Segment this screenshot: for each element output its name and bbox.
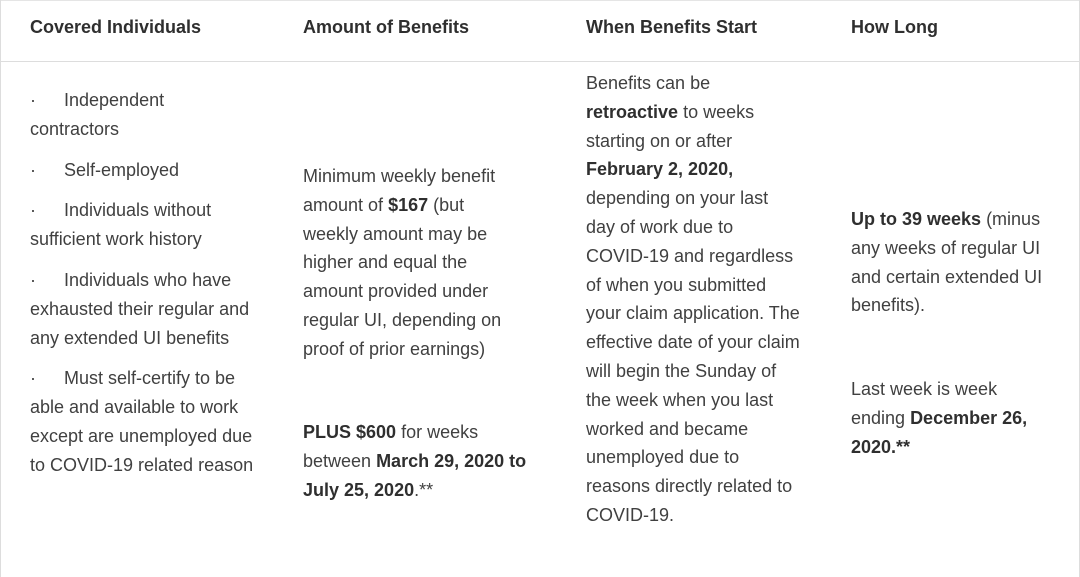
- text-span: Minimum weekly benefit amount of: [303, 166, 496, 215]
- list-item: [30, 86, 255, 144]
- text-span: (minus any weeks of regular UI and certain extended UI benefits).: [851, 209, 1043, 316]
- list-item: [30, 266, 255, 352]
- list-item: [30, 364, 255, 479]
- table-header-row: [1, 0, 1079, 62]
- text-span: Benefits can be: [586, 73, 711, 93]
- how-long-cell: [851, 205, 1061, 320]
- text-span: .**: [414, 479, 434, 500]
- date-range: March 29, 2020 to July 25, 2020: [303, 450, 527, 500]
- list-item-text: Must self-certify to be able and available to work except are unemployed due to COVID-19 related reason: [30, 368, 254, 475]
- plus-600-paragraph: [303, 418, 528, 504]
- duration-paragraph: [851, 205, 1061, 320]
- header-how-long: How Long: [851, 17, 938, 37]
- header-when-benefits-start: When Benefits Start: [586, 17, 758, 37]
- last-week-paragraph: [851, 375, 1051, 461]
- benefit-amount: $167: [388, 194, 429, 215]
- header-amount-of-benefits: Amount of Benefits: [303, 17, 469, 37]
- bullet-mark: ·: [30, 200, 36, 221]
- list-item: [30, 156, 255, 185]
- duration-weeks: Up to 39 weeks: [851, 209, 982, 229]
- bullet-mark: ·: [30, 159, 36, 180]
- plus-600-cell: [303, 418, 528, 504]
- end-date: December 26, 2020.**: [851, 407, 1028, 457]
- list-item-text: Independent contractors: [30, 90, 165, 139]
- bullet-mark: ·: [30, 368, 36, 389]
- covered-individuals-cell: [30, 86, 255, 492]
- bullet-mark: ·: [30, 269, 36, 290]
- header-covered-individuals: Covered Individuals: [30, 17, 202, 37]
- text-span: depending on your last day of work due to COVID-19 and regardless of when you submitted your claim application. The effective date of your claim will begin the Sunday of the week when you last worked and became unemployed due to reasons directly related to COVID-19.: [586, 188, 800, 525]
- text-span: for weeks between: [303, 422, 479, 471]
- text-span: Last week is week ending: [851, 379, 998, 428]
- start-paragraph: [586, 69, 801, 530]
- plus-amount: PLUS $600: [303, 422, 397, 442]
- text-span: to weeks starting on or after: [586, 101, 755, 151]
- amount-of-benefits-cell: [303, 162, 523, 364]
- covered-individuals-list: [30, 86, 255, 480]
- retroactive-term: retroactive: [586, 101, 679, 122]
- last-week-cell: [851, 375, 1051, 461]
- text-span: (but weekly amount may be higher and equal the amount provided under regular UI, depending on proof of prior earnings): [303, 194, 502, 359]
- list-item-text: Individuals without sufficient work history: [30, 200, 212, 250]
- list-item-text: Self-employed: [64, 159, 180, 180]
- bullet-mark: ·: [30, 90, 36, 110]
- when-benefits-start-cell: [586, 69, 801, 530]
- list-item: [30, 196, 255, 254]
- list-item-text: Individuals who have exhausted their regular and any extended UI benefits: [30, 269, 250, 348]
- minimum-benefit-paragraph: [303, 162, 523, 364]
- start-date: February 2, 2020,: [586, 159, 734, 180]
